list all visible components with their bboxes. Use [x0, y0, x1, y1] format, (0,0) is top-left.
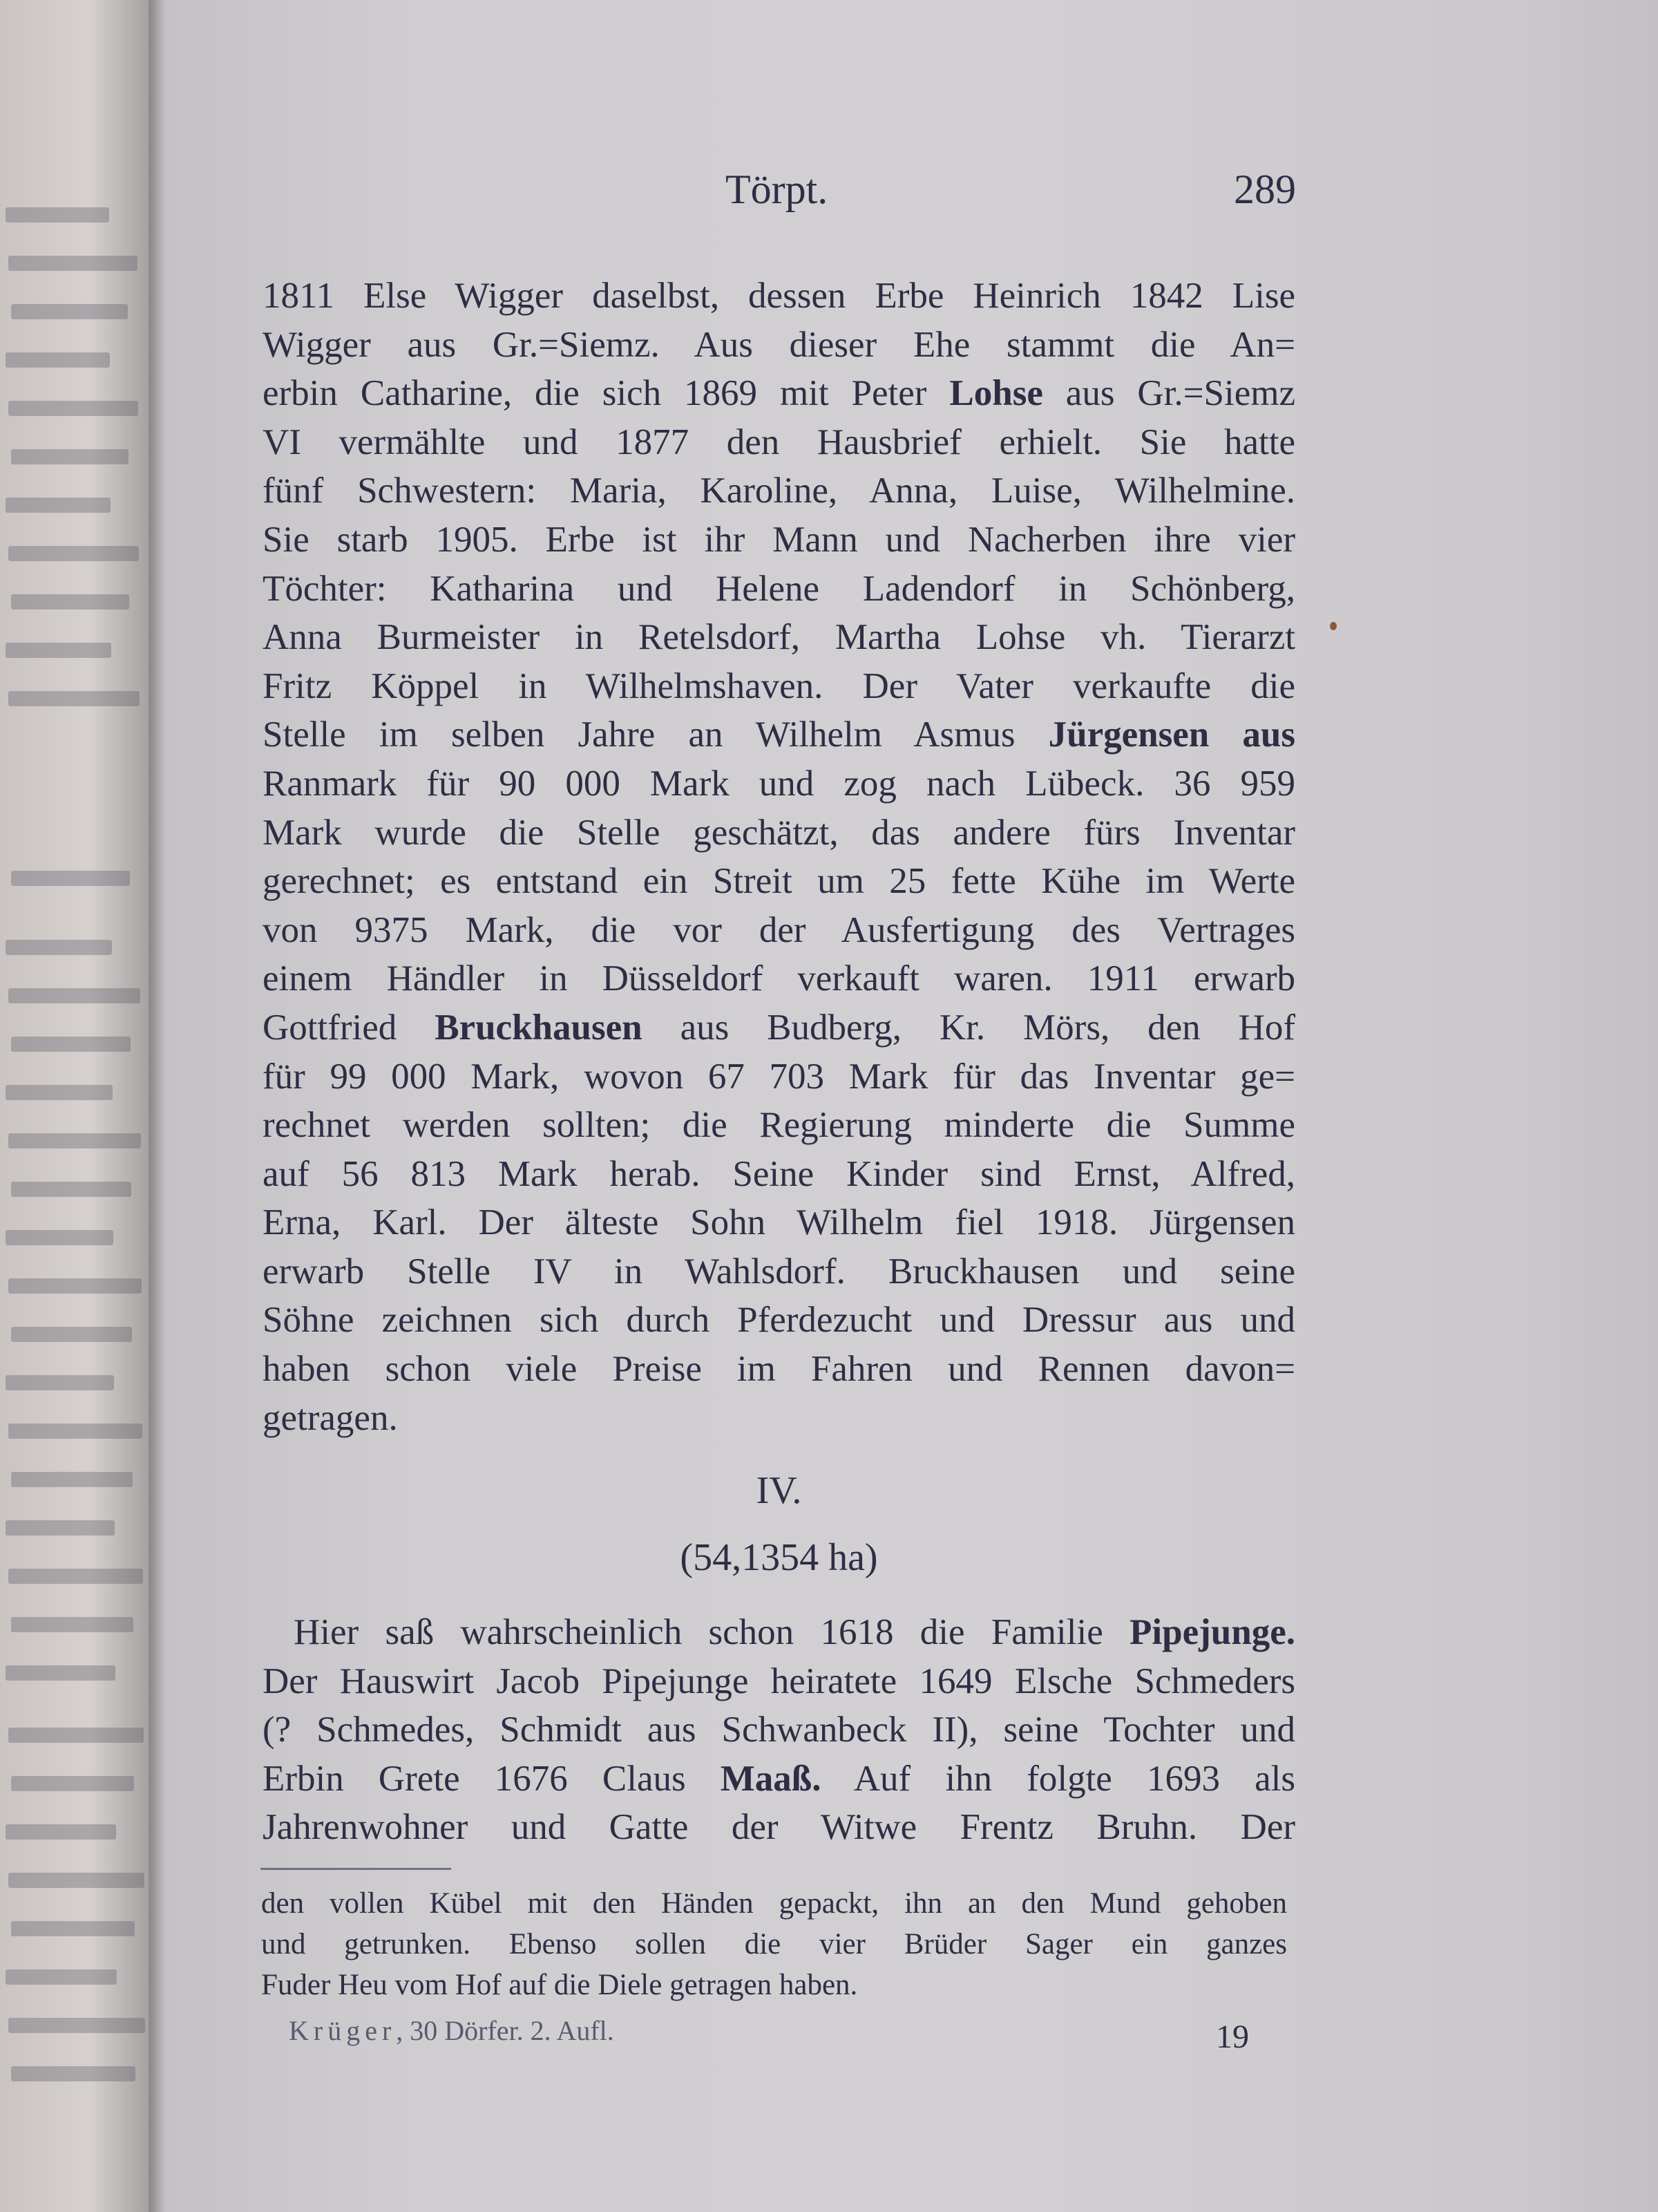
footnote-line: den vollen Kübel mit den Händen gepackt, ihn an den Mund gehoben	[261, 1887, 1287, 1920]
paragraph-2	[263, 1608, 1295, 1852]
text-segment: aus Budberg, Kr. Mörs, den Hof	[642, 1007, 1295, 1048]
text-line	[263, 1803, 1295, 1852]
facing-page-text-fragment	[8, 401, 138, 416]
facing-page-text-fragment	[6, 1824, 116, 1840]
text-line	[263, 1198, 1295, 1247]
facing-page-text-fragment	[11, 871, 130, 886]
section-area: (54,1354 ha)	[680, 1536, 878, 1579]
text-line	[263, 613, 1295, 662]
footnote-divider	[260, 1868, 451, 1870]
text-line	[263, 1003, 1295, 1052]
text-segment: erbin Catharine, die sich 1869 mit Peter	[263, 373, 950, 414]
facing-page-text-fragment	[11, 1472, 133, 1487]
text-segment: 1811 Else Wigger daselbst, dessen Erbe Heinrich 1842 Lise	[263, 276, 1295, 316]
text-segment: rechnet werden sollten; die Regierung minderte die Summe	[263, 1105, 1295, 1146]
text-segment: Auf ihn folgte 1693 als	[821, 1758, 1296, 1799]
facing-page-text-fragment	[8, 2018, 145, 2033]
text-segment: (? Schmedes, Schmidt aus Schwanbeck II), seine Tochter und	[263, 1710, 1295, 1750]
facing-page-text-fragment	[11, 1327, 132, 1342]
section-number: IV.	[756, 1469, 802, 1512]
facing-page-text-fragment	[11, 304, 128, 319]
text-line	[263, 906, 1295, 955]
text-segment: für 99 000 Mark, wovon 67 703 Mark für das Inventar ge=	[263, 1056, 1295, 1097]
facing-page-text-fragment	[6, 1520, 115, 1535]
facing-page-text-fragment	[8, 988, 140, 1003]
text-segment: erwarb Stelle IV in Wahlsdorf. Bruckhausen und seine	[263, 1251, 1295, 1292]
facing-page-text-fragment	[6, 1665, 115, 1681]
facing-page-text-fragment	[11, 449, 128, 464]
text-segment: gerechnet; es entstand ein Streit um 25 fette Kühe im Werte	[263, 861, 1295, 902]
text-line	[263, 516, 1295, 565]
facing-page-text-fragment	[11, 2066, 135, 2081]
text-segment: getragen.	[263, 1397, 398, 1438]
text-segment: Mark wurde die Stelle geschätzt, das andere fürs Inventar	[263, 812, 1295, 853]
text-segment: Wigger aus Gr.=Siemz. Aus dieser Ehe stammt die An=	[263, 324, 1295, 365]
text-line	[263, 857, 1295, 906]
text-line	[263, 954, 1295, 1003]
footnote-line: und getrunken. Ebenso sollen die vier Brüder Sager ein ganzes	[261, 1928, 1287, 1960]
text-segment: haben schon viele Preise im Fahren und Rennen davon=	[263, 1349, 1295, 1390]
running-header-title: Törpt.	[725, 167, 828, 212]
text-line	[263, 1247, 1295, 1296]
text-segment: Jahrenwohner und Gatte der Witwe Frentz Bruhn. Der	[263, 1807, 1295, 1848]
bold-name: Lohse	[949, 373, 1043, 414]
facing-page-text-fragment	[11, 1037, 131, 1052]
text-line	[263, 710, 1295, 759]
page-number: 289	[1234, 167, 1296, 212]
facing-page-text-fragment	[6, 1969, 117, 1985]
text-line	[263, 1608, 1295, 1657]
facing-page-text-fragment	[11, 594, 129, 609]
text-line	[263, 759, 1295, 809]
text-line	[263, 1052, 1295, 1102]
text-line	[263, 1755, 1295, 1804]
text-segment: Hier saß wahrscheinlich schon 1618 die Familie	[294, 1612, 1130, 1652]
text-line	[263, 1101, 1295, 1150]
text-segment: Der Hauswirt Jacob Pipejunge heiratete 1649 Elsche Schmeders	[263, 1661, 1295, 1701]
footnote	[261, 1883, 1287, 2005]
facing-page-text-fragment	[8, 691, 140, 706]
facing-page-text-fragment	[11, 1617, 133, 1632]
bold-name: Pipejunge.	[1130, 1612, 1295, 1652]
text-line	[263, 1394, 1295, 1443]
bold-name: Bruckhausen	[435, 1007, 642, 1048]
text-line	[263, 1150, 1295, 1199]
footnote-line: Fuder Heu vom Hof auf die Diele getragen haben.	[261, 1969, 858, 2001]
text-segment: Erbin Grete 1676 Claus	[263, 1758, 721, 1799]
facing-page-text-fragment	[8, 1278, 142, 1294]
facing-page-text-fragment	[11, 1182, 131, 1197]
text-segment: Gottfried	[263, 1007, 435, 1048]
facing-page-text-fragment	[6, 940, 112, 955]
footer-author: Krüger	[289, 2015, 397, 2046]
text-segment: aus Gr.=Siemz	[1042, 373, 1295, 414]
text-segment: auf 56 813 Mark herab. Seine Kinder sind Ernst, Alfred,	[263, 1153, 1295, 1194]
text-segment: Töchter: Katharina und Helene Ladendorf in Schönberg,	[263, 568, 1295, 609]
facing-page-text-fragment	[8, 1569, 143, 1584]
facing-page-text-fragment	[8, 256, 137, 271]
text-segment: einem Händler in Düsseldorf verkauft waren. 1911 erwarb	[263, 958, 1295, 999]
text-segment: Stelle im selben Jahre an Wilhelm Asmus	[263, 715, 1049, 755]
text-line	[263, 466, 1295, 516]
text-line	[263, 809, 1295, 858]
facing-page-text-fragment	[6, 207, 109, 223]
footer-source: , 30 Dörfer. 2. Aufl.	[396, 2015, 614, 2046]
facing-page-text-fragment	[6, 498, 111, 513]
facing-page-text-fragment	[6, 1085, 113, 1100]
facing-page-text-fragment	[6, 643, 111, 658]
text-line	[263, 1705, 1295, 1755]
printer-signature-line	[289, 2014, 614, 2047]
facing-page-text-fragment	[8, 1873, 144, 1888]
text-segment: Ranmark für 90 000 Mark und zog nach Lübeck. 36 959	[263, 763, 1295, 804]
text-line	[263, 565, 1295, 614]
text-line	[263, 1296, 1295, 1345]
facing-page-text-fragment	[11, 1921, 135, 1936]
adjacent-page-edge	[0, 0, 149, 2212]
facing-page-text-fragment	[6, 1375, 114, 1390]
text-segment: Sie starb 1905. Erbe ist ihr Mann und Nacherben ihre vier	[263, 519, 1295, 560]
facing-page-text-fragment	[6, 352, 110, 368]
text-line	[263, 1345, 1295, 1394]
signature-mark: 19	[1216, 2019, 1249, 2055]
bold-name: Jürgensen aus	[1048, 715, 1295, 755]
text-segment: von 9375 Mark, die vor der Ausfertigung des Vertrages	[263, 909, 1295, 950]
text-line	[263, 369, 1295, 418]
text-line	[263, 1657, 1295, 1706]
facing-page-text-fragment	[8, 1133, 141, 1148]
paper-stain	[1330, 622, 1337, 630]
facing-page-text-fragment	[8, 1424, 142, 1439]
facing-page-text-fragment	[11, 1776, 134, 1791]
text-segment: Fritz Köppel in Wilhelmshaven. Der Vater verkaufte die	[263, 665, 1295, 706]
text-segment: VI vermählte und 1877 den Hausbrief erhielt. Sie hatte	[263, 422, 1295, 462]
text-segment: Anna Burmeister in Retelsdorf, Martha Lohse vh. Tierarzt	[263, 617, 1295, 658]
text-line	[263, 662, 1295, 711]
text-segment: fünf Schwestern: Maria, Karoline, Anna, Luise, Wilhelmine.	[263, 471, 1295, 511]
facing-page-text-fragment	[6, 1230, 113, 1245]
text-segment: Söhne zeichnen sich durch Pferdezucht und Dressur aus und	[263, 1300, 1295, 1341]
text-line	[263, 418, 1295, 467]
paragraph-1	[263, 272, 1295, 1442]
text-line	[263, 321, 1295, 370]
facing-page-text-fragment	[8, 1728, 144, 1743]
text-line	[263, 272, 1295, 321]
facing-page-text-fragment	[8, 546, 139, 561]
bold-name: Maaß.	[720, 1758, 821, 1799]
text-segment: Erna, Karl. Der älteste Sohn Wilhelm fiel 1918. Jürgensen	[263, 1202, 1295, 1243]
